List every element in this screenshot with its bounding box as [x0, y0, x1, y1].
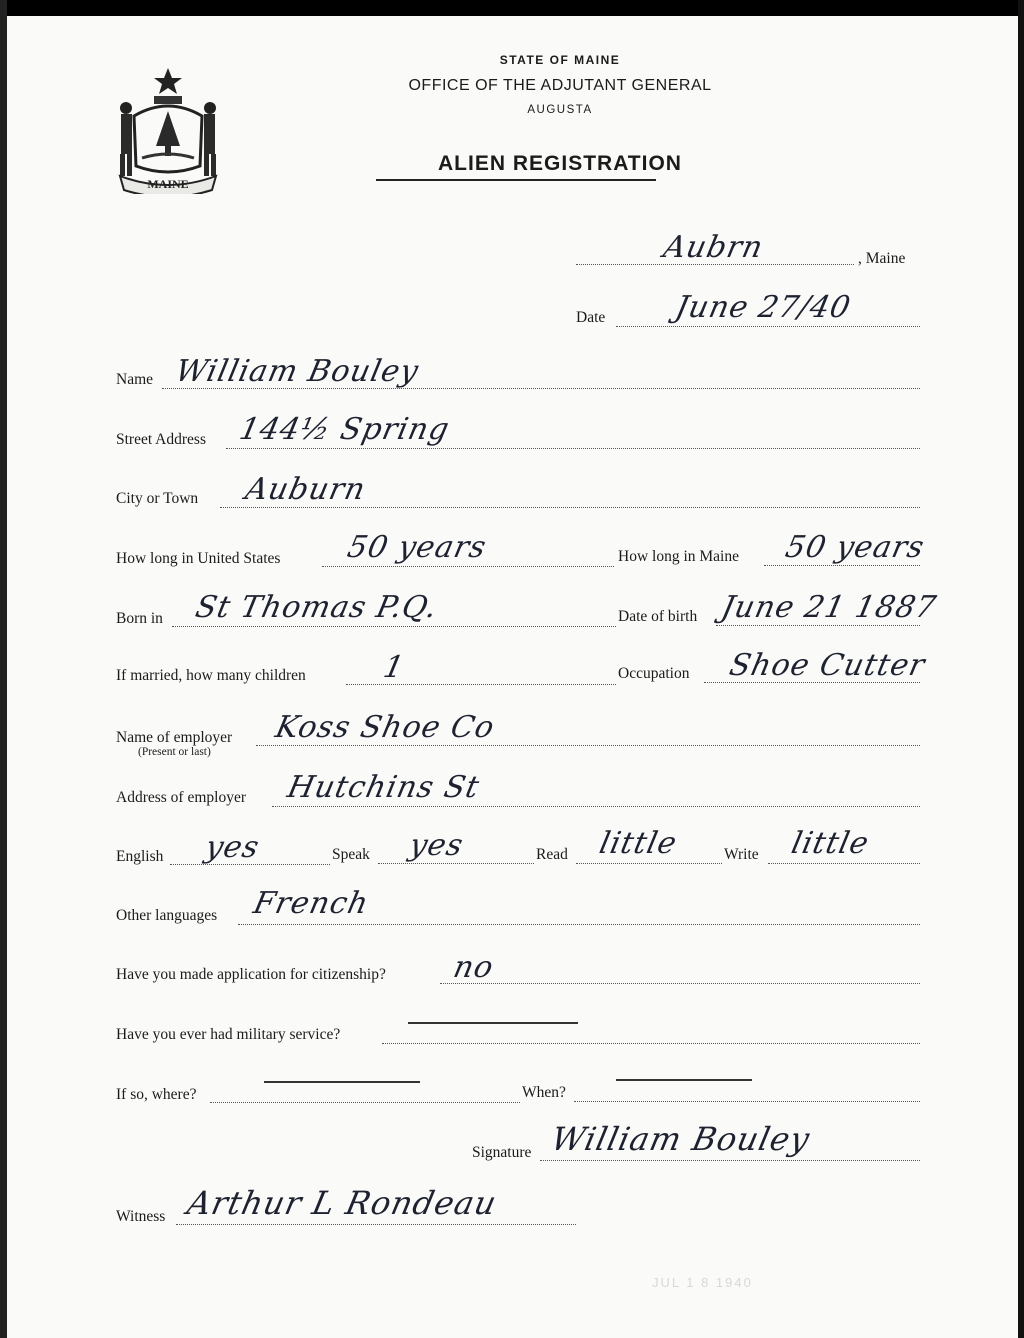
birth-date-label: Date of birth: [618, 608, 698, 625]
city-line: [220, 507, 920, 508]
witness-label: Witness: [116, 1208, 166, 1225]
employer-address-label: Address of employer: [116, 789, 246, 806]
other-languages-label: Other languages: [116, 907, 218, 924]
birth-date-value: June 21 1887: [718, 590, 940, 625]
faded-received-stamp: JUL 1 8 1940: [652, 1275, 753, 1290]
read-line: [576, 863, 722, 864]
scan-edge-right: [1018, 0, 1024, 1338]
when-dash: [616, 1079, 752, 1081]
speak-line: [378, 863, 534, 864]
form-title: ALIEN REGISTRATION: [438, 152, 682, 175]
scan-edge-top: [0, 0, 1024, 16]
english-label: English: [116, 848, 164, 865]
write-value: little: [788, 826, 873, 861]
city-label: City or Town: [116, 490, 199, 507]
where-line: [210, 1102, 520, 1103]
write-line: [768, 863, 920, 864]
years-us-label: How long in United States: [116, 550, 281, 567]
employer-sublabel: (Present or last): [138, 746, 211, 758]
street-label: Street Address: [116, 431, 206, 448]
speak-label: Speak: [332, 846, 370, 863]
years-maine-label: How long in Maine: [618, 548, 739, 565]
where-label: If so, where?: [116, 1086, 197, 1103]
when-label: When?: [522, 1084, 566, 1101]
other-languages-value: French: [250, 886, 373, 921]
years-us-line: [322, 566, 614, 567]
seal-banner-text: MAINE: [147, 177, 189, 191]
citizenship-value: no: [450, 950, 498, 985]
street-value: 144½ Spring: [236, 412, 453, 447]
employer-value: Koss Shoe Co: [272, 710, 498, 745]
signature-label: Signature: [472, 1144, 532, 1161]
name-value: William Bouley: [172, 354, 423, 389]
write-label: Write: [724, 846, 759, 863]
place-label: , Maine: [858, 250, 906, 267]
children-value: 1: [380, 650, 408, 685]
date-label: Date: [576, 309, 606, 326]
citizenship-line: [440, 983, 920, 984]
signature-line: [540, 1160, 920, 1161]
years-maine-value: 50 years: [782, 530, 928, 565]
street-line: [226, 448, 920, 449]
military-line: [382, 1043, 920, 1044]
employer-address-line: [272, 806, 920, 807]
military-label: Have you ever had military service?: [116, 1026, 341, 1043]
header-state: STATE OF MAINE: [499, 53, 621, 67]
other-languages-line: [238, 924, 920, 925]
children-label: If married, how many children: [116, 667, 306, 684]
years-us-value: 50 years: [344, 530, 490, 565]
date-line: [616, 326, 920, 327]
occupation-label: Occupation: [618, 665, 690, 682]
name-label: Name: [116, 371, 154, 388]
birth-date-line: [716, 625, 920, 626]
read-label: Read: [536, 846, 568, 863]
employer-line: [256, 745, 920, 746]
born-in-value: St Thomas P.Q.: [192, 590, 441, 625]
years-maine-line: [764, 565, 920, 566]
header-city: AUGUSTA: [527, 104, 593, 116]
title-underline: [376, 179, 656, 181]
military-dash: [408, 1022, 578, 1024]
date-value: June 27/40: [672, 290, 855, 325]
signature-value: William Bouley: [547, 1120, 814, 1158]
english-value: yes: [202, 830, 263, 865]
born-in-line: [172, 626, 616, 627]
place-value: Aubrn: [660, 230, 767, 265]
employer-address-value: Hutchins St: [284, 770, 483, 805]
scan-edge-left: [0, 0, 7, 1338]
occupation-value: Shoe Cutter: [726, 648, 929, 683]
employer-label: Name of employer: [116, 729, 233, 746]
city-value: Auburn: [242, 472, 369, 507]
header-office: OFFICE OF THE ADJUTANT GENERAL: [408, 77, 712, 94]
read-value: little: [596, 826, 681, 861]
state-seal-icon: [112, 66, 224, 194]
witness-value: Arthur L Rondeau: [183, 1184, 501, 1222]
witness-line: [176, 1224, 576, 1225]
citizenship-label: Have you made application for citizenship?: [116, 966, 386, 983]
speak-value: yes: [406, 828, 467, 863]
born-in-label: Born in: [116, 610, 163, 627]
where-dash: [264, 1081, 420, 1083]
when-line: [574, 1101, 920, 1102]
